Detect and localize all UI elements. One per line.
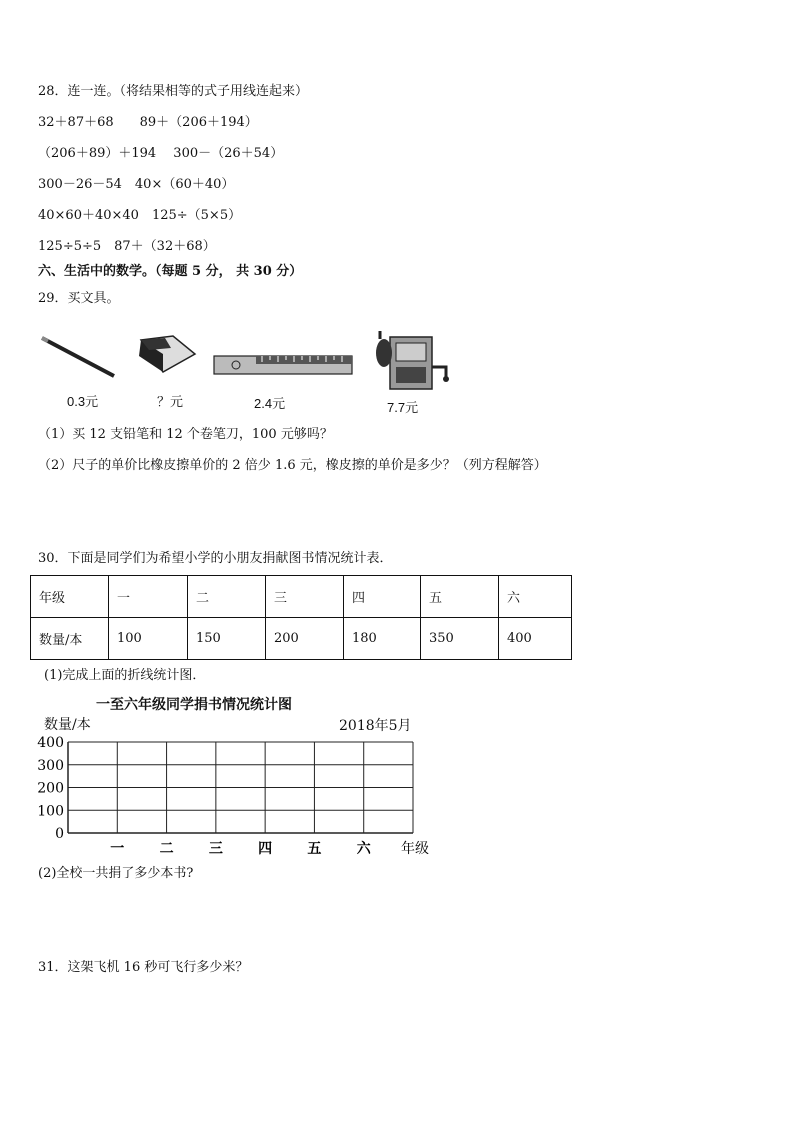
- q28-row-1: 32＋87＋68 89＋（206＋194）: [38, 115, 258, 130]
- q28-row-4: 40×60＋40×40 125÷（5×5）: [38, 208, 242, 223]
- table-cell: 数量/本: [31, 618, 109, 660]
- q30-title: 30．下面是同学们为希望小学的小朋友捐献图书情况统计表．: [38, 551, 393, 566]
- table-cell: 年级: [31, 576, 109, 618]
- y-tick-label: 100: [37, 803, 64, 820]
- section-6-heading: 六、生活中的数学。（每题 5 分， 共 30 分）: [38, 264, 303, 279]
- table-row: [31, 618, 572, 660]
- y-tick-label: 300: [37, 757, 64, 774]
- y-tick-label: 400: [37, 735, 64, 751]
- chart-y-label: 数量/本: [44, 717, 91, 733]
- table-row: [31, 576, 572, 618]
- x-axis-label: 年级: [401, 841, 429, 857]
- q29-title: 29．买文具。: [38, 291, 120, 306]
- x-tick-label: 五: [307, 841, 322, 857]
- pencil-icon: [40, 334, 120, 380]
- table-cell: 400: [499, 618, 572, 660]
- table-cell: 五: [421, 576, 499, 618]
- table-cell: 一: [109, 576, 188, 618]
- price-eraser: ？元: [157, 394, 184, 409]
- q29-sub-1: （1）买 12 支铅笔和 12 个卷笔刀，100 元够吗？: [38, 427, 333, 442]
- table-cell: 350: [421, 618, 499, 660]
- price-sharpener: 7.7元: [387, 400, 419, 415]
- table-cell: 二: [188, 576, 266, 618]
- q31-title: 31．这架飞机 16 秒可飞行多少米？: [38, 960, 249, 975]
- table-cell: 六: [499, 576, 572, 618]
- x-tick-label: 四: [258, 841, 273, 857]
- table-cell: 150: [188, 618, 266, 660]
- table-cell: 四: [344, 576, 421, 618]
- q29-sub-2: （2）尺子的单价比橡皮擦单价的 2 倍少 1.6 元，橡皮擦的单价是多少？（列方程解答）: [38, 458, 547, 473]
- q28-row-3: 300－26－54 40×（60＋40）: [38, 177, 235, 192]
- table-cell: 180: [344, 618, 421, 660]
- q28-row-5: 125÷5÷5 87＋（32＋68）: [38, 239, 216, 254]
- q30-sub-2: (2)全校一共捐了多少本书?: [38, 866, 194, 881]
- line-chart-grid: [20, 730, 450, 860]
- q28-title: 28．连一连。（将结果相等的式子用线连起来）: [38, 84, 309, 99]
- donation-table: [30, 575, 572, 660]
- chart-date: 2018年5月: [339, 718, 412, 734]
- x-tick-label: 六: [356, 841, 371, 857]
- pencil-sharpener-icon: [370, 327, 452, 395]
- chart-title: 一至六年级同学捐书情况统计图: [96, 697, 292, 713]
- x-tick-label: 三: [208, 841, 223, 857]
- q30-sub-1: (1)完成上面的折线统计图．: [44, 668, 206, 683]
- x-tick-label: 一: [110, 841, 125, 857]
- eraser-icon: [133, 334, 199, 376]
- y-tick-label: 200: [37, 780, 64, 797]
- table-cell: 三: [266, 576, 344, 618]
- price-pencil: 0.3元: [67, 394, 99, 409]
- ruler-icon: [212, 350, 354, 378]
- table-cell: 200: [266, 618, 344, 660]
- q28-row-2: （206＋89）＋194 300－（26＋54）: [38, 146, 284, 161]
- price-ruler: 2.4元: [254, 396, 286, 411]
- table-cell: 100: [109, 618, 188, 660]
- y-tick-label: 0: [55, 826, 64, 842]
- x-tick-label: 二: [159, 841, 174, 857]
